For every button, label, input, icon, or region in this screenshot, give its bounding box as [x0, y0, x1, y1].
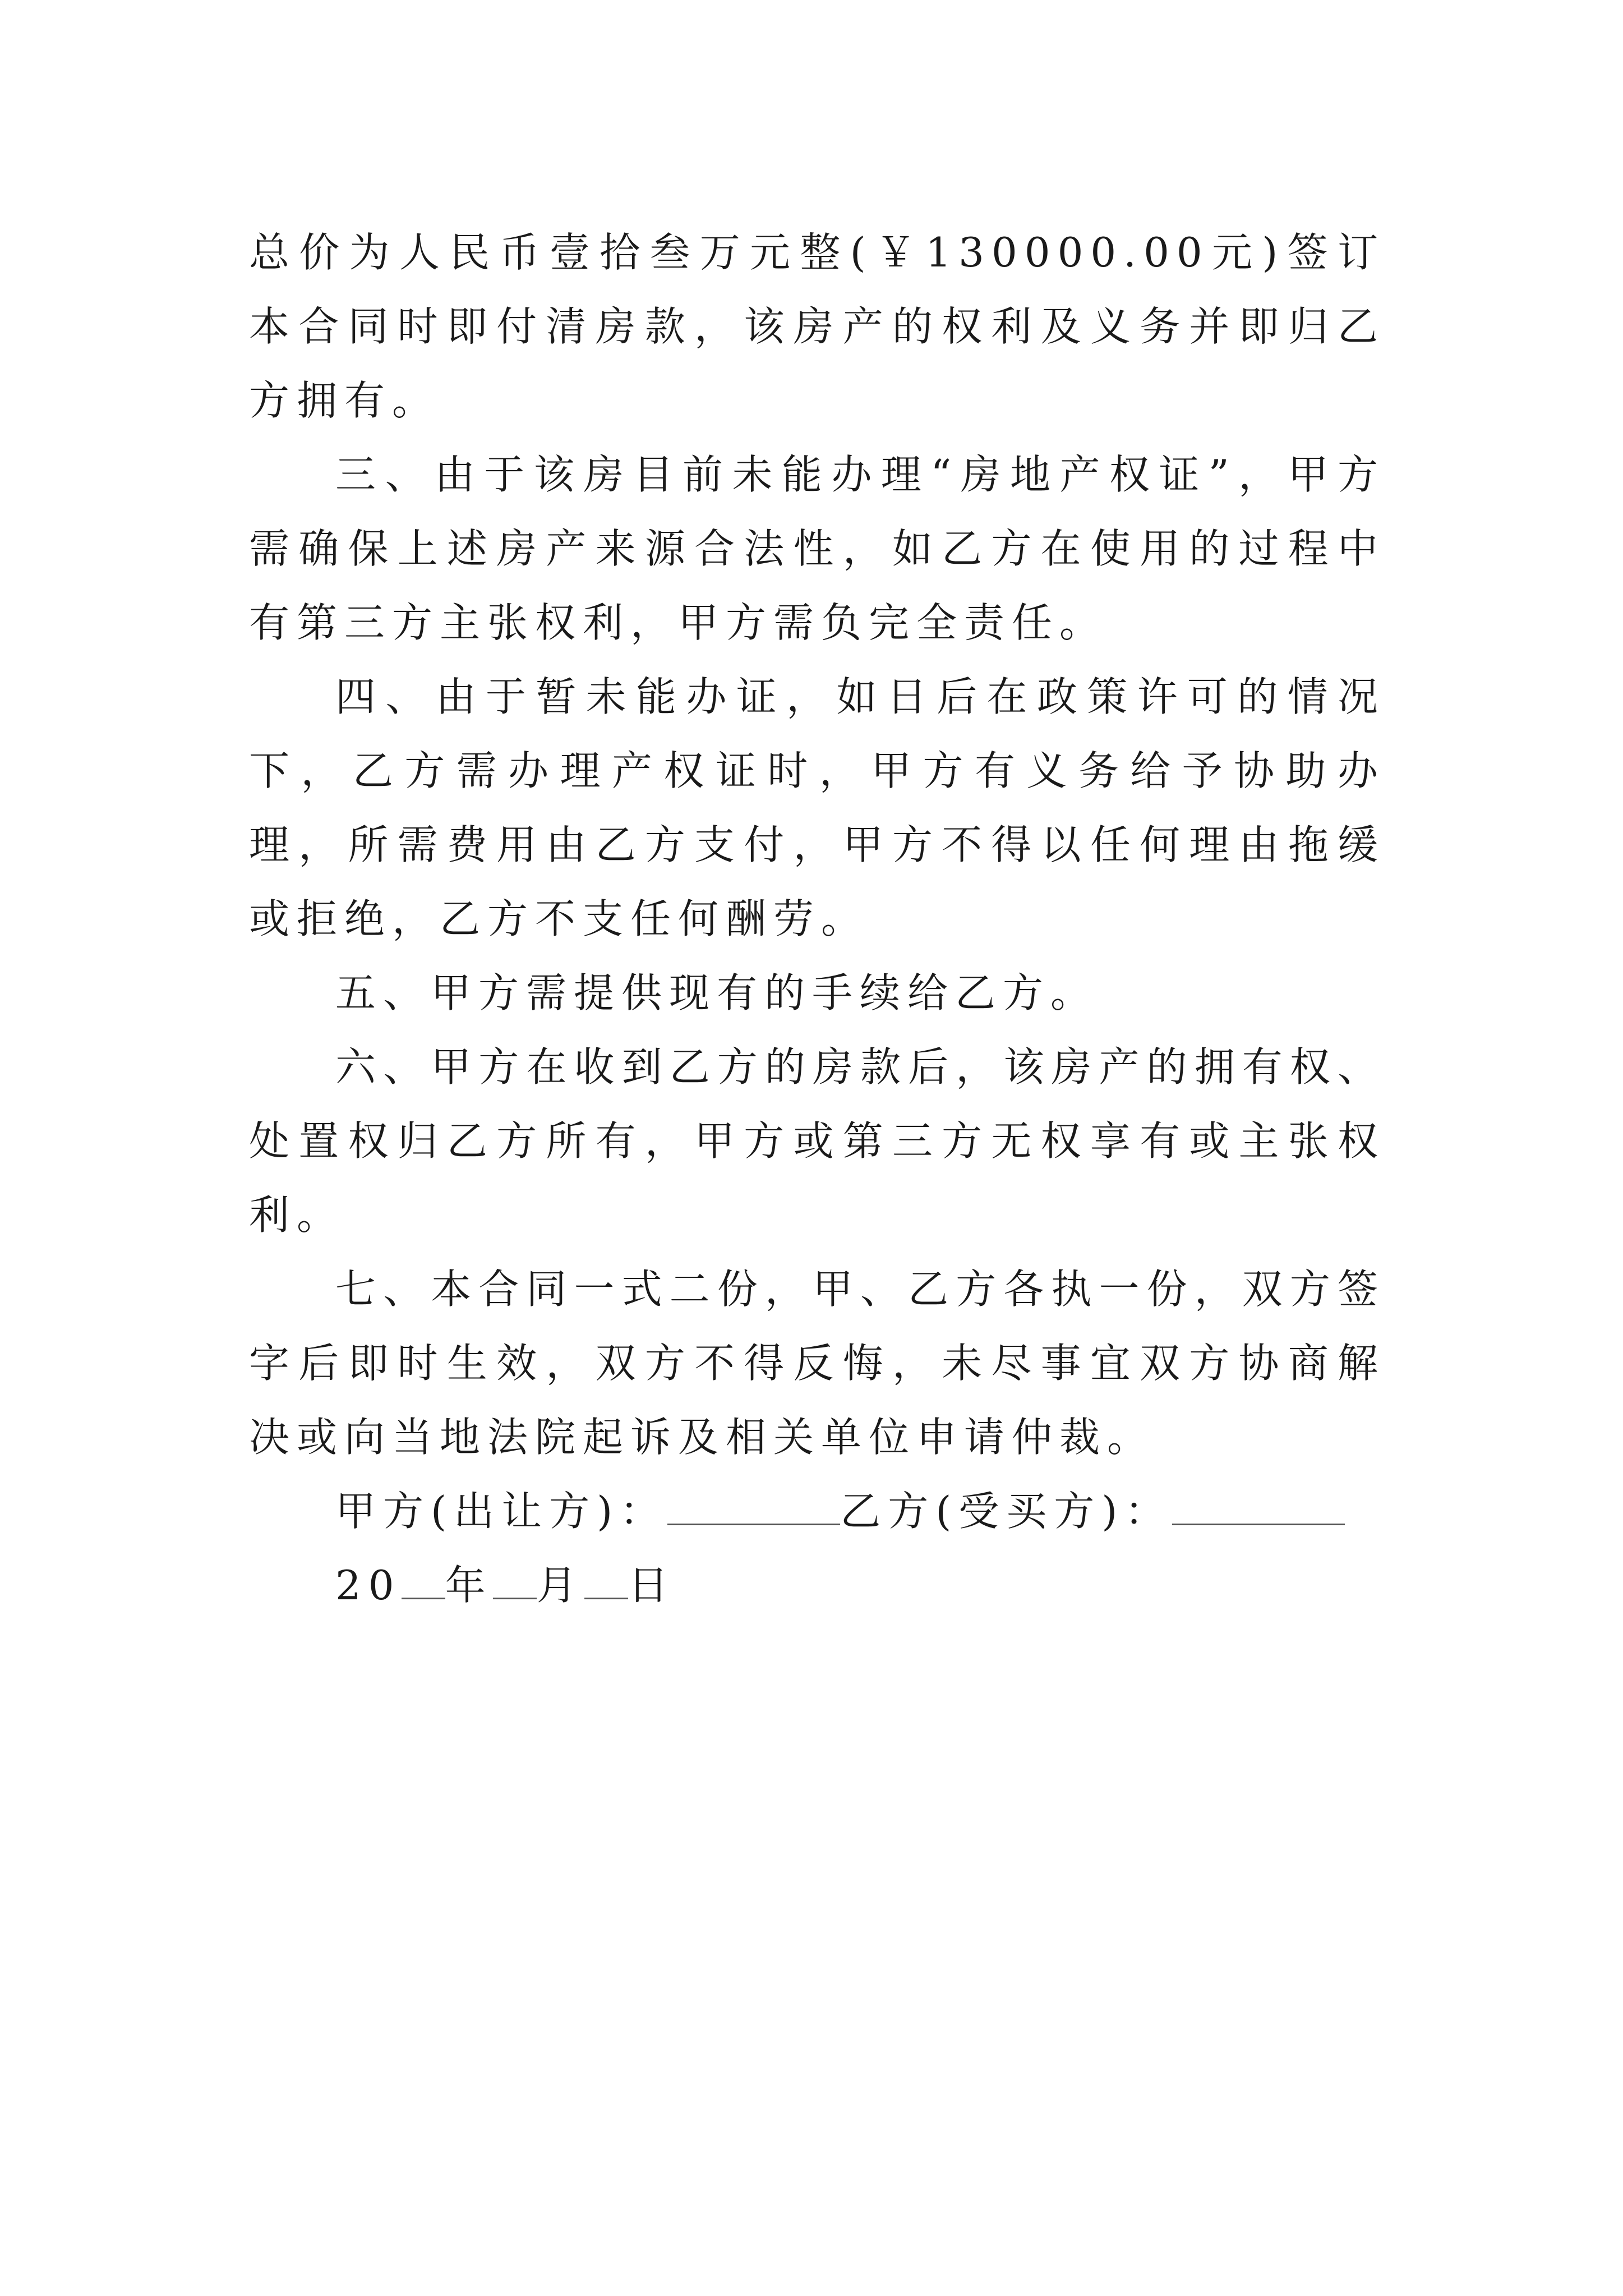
- date-year-label: 年: [445, 1562, 493, 1609]
- date-day-blank[interactable]: [584, 1562, 628, 1599]
- clause-6-paragraph: 六、甲方在收到乙方的房款后，该房产的拥有权、处置权归乙方所有，甲方或第三方无权享有或主张权利。: [249, 1043, 1385, 1239]
- contract-body: [249, 215, 1385, 1622]
- party-a-label: 甲方(出让方)：: [335, 1488, 668, 1535]
- clause-7-paragraph: 七、本合同一式二份，甲、乙方各执一份，双方签字后即时生效，双方不得反悔，未尽事宜双方协商解决或向当地法院起诉及相关单位申请仲裁。: [249, 1266, 1385, 1461]
- clause-4-paragraph: 四、由于暂未能办证，如日后在政策许可的情况下，乙方需办理产权证时，甲方有义务给予协助办理，所需费用由乙方支付，甲方不得以任何理由拖缓或拒绝，乙方不支任何酬劳。: [249, 673, 1385, 942]
- date-month-blank[interactable]: [493, 1562, 537, 1599]
- date-day-label: 日: [628, 1562, 676, 1609]
- date-month-label: 月: [536, 1562, 584, 1609]
- clause-5-paragraph: 五、甲方需提供现有的手续给乙方。: [335, 969, 1099, 1016]
- clause-3-paragraph: 三、由于该房目前未能办理“房地产权证”，甲方需确保上述房产来源合法性，如乙方在使用的过程中有第三方主张权利，甲方需负完全责任。: [249, 451, 1385, 646]
- date-line: [249, 1548, 1385, 1622]
- date-year-prefix: 20: [335, 1562, 402, 1609]
- price-paragraph: 总价为人民币壹拾叁万元整(￥130000.00元)签订本合同时即付清房款，该房产的权利及义务并即归乙方拥有。: [249, 229, 1385, 424]
- party-b-signature-blank[interactable]: [1172, 1488, 1345, 1525]
- party-b-label: 乙方(受买方)：: [840, 1488, 1173, 1535]
- date-year-blank[interactable]: [402, 1562, 445, 1599]
- party-a-signature-blank[interactable]: [667, 1488, 840, 1525]
- signature-line: [249, 1474, 1385, 1548]
